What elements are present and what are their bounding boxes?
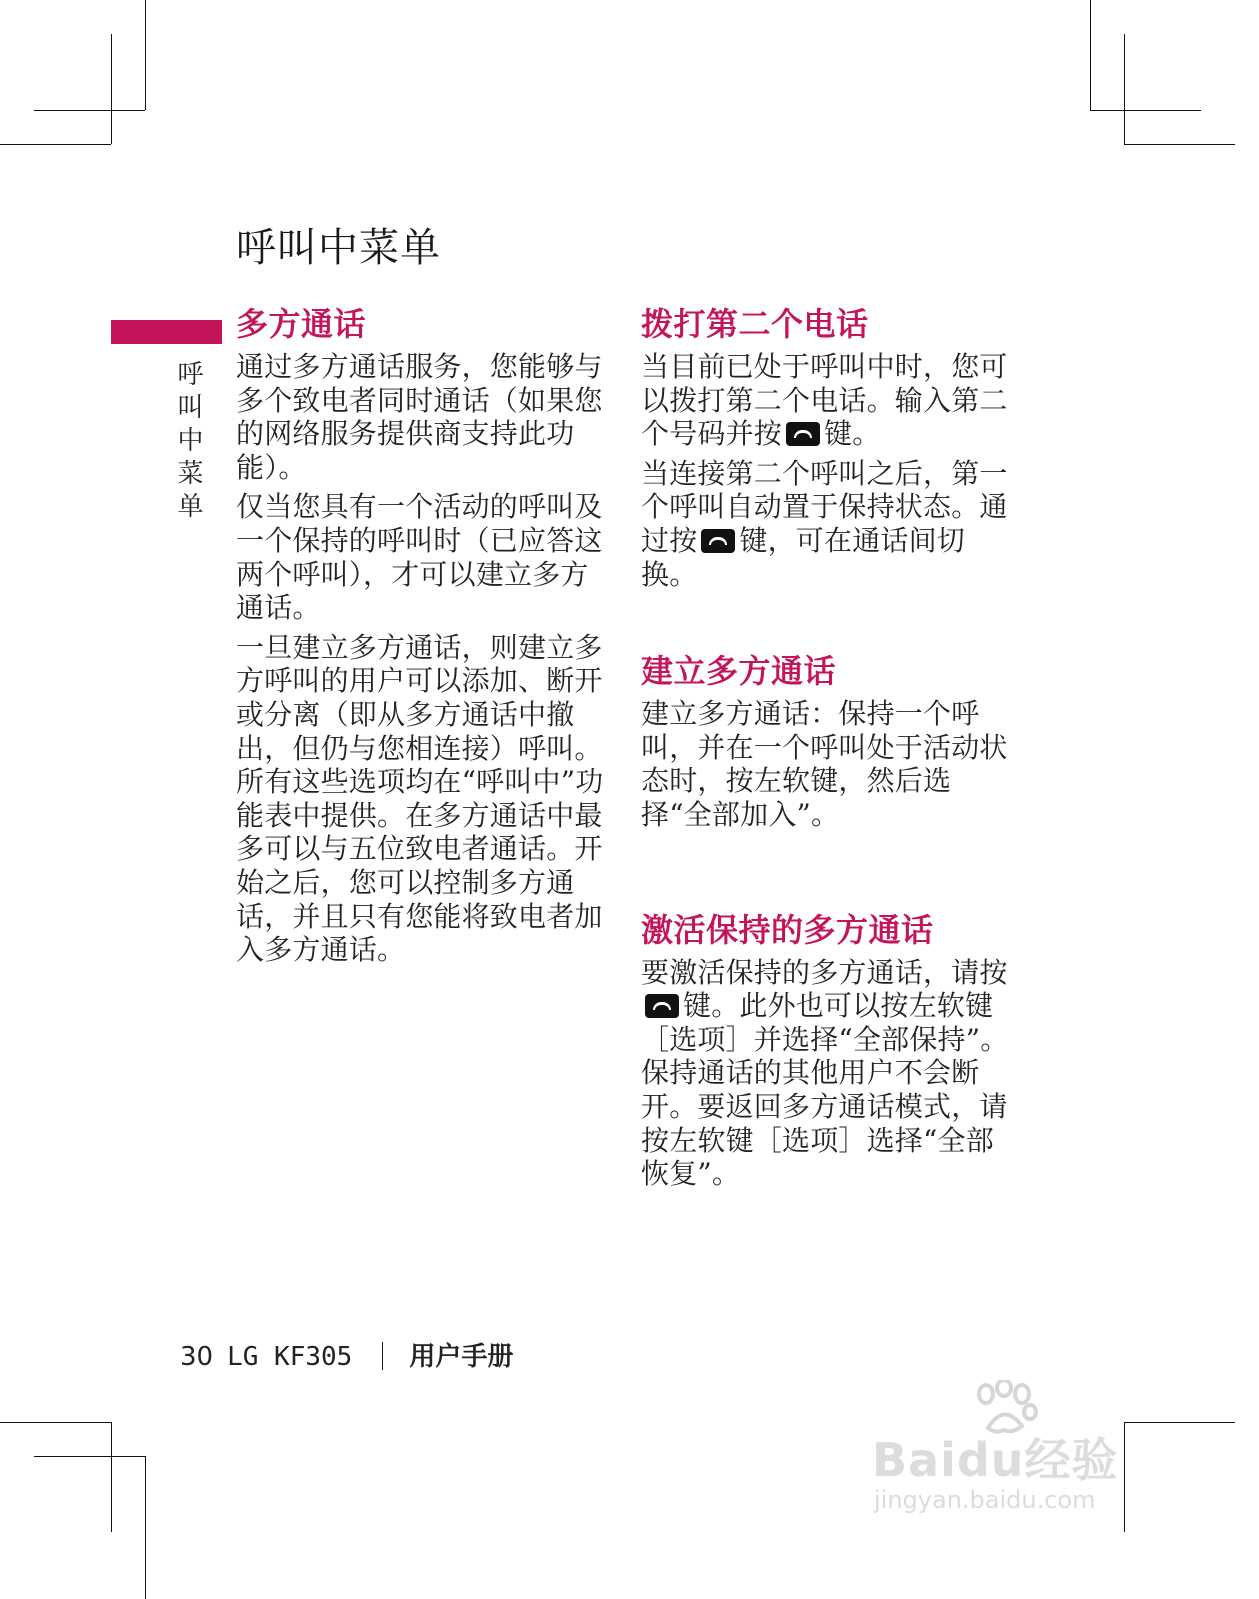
- page-title: 呼叫中菜单: [236, 225, 441, 271]
- footer-separator: [382, 1342, 383, 1370]
- crop-mark: [145, 0, 146, 110]
- crop-mark: [1124, 34, 1125, 144]
- crop-mark: [111, 34, 112, 144]
- paragraph: [641, 956, 1013, 1191]
- section-setup-conference: [641, 649, 1013, 831]
- paragraph: 建立多方通话：保持一个呼叫，并在一个呼叫处于活动状态时，按左软键，然后选择“全部加入”。: [641, 697, 1008, 831]
- paragraph: [641, 457, 1013, 591]
- paragraph: 一旦建立多方通话，则建立多方呼叫的用户可以添加、断开或分离（即从多方通话中撤出，但仍与您相连接）呼叫。所有这些选项均在“呼叫中”功能表中提供。在多方通话中最多可以与五位致电者通话。开始之后，您可以控制多方通话，并且只有您能将致电者加入多方通话。: [236, 630, 604, 967]
- right-column: [641, 302, 1013, 1191]
- baidu-watermark: [872, 1380, 1172, 1530]
- crop-mark: [34, 1456, 145, 1457]
- text-segment: 键。: [824, 417, 881, 451]
- crop-mark: [1124, 144, 1235, 145]
- crop-mark: [0, 144, 111, 145]
- section-second-call: [641, 302, 1013, 591]
- side-tab-marker: [111, 320, 222, 344]
- paragraph: 仅当您具有一个活动的呼叫及一个保持的呼叫时（已应答这两个呼叫），才可以建立多方通话。: [236, 490, 603, 625]
- side-tab-label: 呼叫中菜单: [173, 360, 203, 525]
- send-key-icon: [645, 994, 679, 1018]
- send-key-icon: [701, 529, 735, 553]
- send-key-icon: [786, 422, 820, 446]
- model-name: LG KF305: [227, 1342, 353, 1372]
- section-activate-held-conference: [641, 908, 1013, 1191]
- left-column: [236, 302, 608, 967]
- paragraph: [641, 350, 1013, 451]
- text-segment: 要激活保持的多方通话，请按: [641, 955, 1008, 989]
- crop-mark: [111, 1422, 112, 1532]
- crop-mark: [34, 110, 145, 111]
- text-segment: 键，可在通话间切换。: [641, 523, 966, 591]
- crop-mark: [1090, 110, 1201, 111]
- section-heading-second-call: 拨打第二个电话: [641, 305, 869, 343]
- section-heading-conference-call: 多方通话: [236, 305, 367, 343]
- watermark-url: jingyan.baidu.com: [874, 1486, 1096, 1514]
- text-segment: 键。此外也可以按左软键［选项］并选择“全部保持”。保持通话的其他用户不会断开。要返回多方通话模式，请按左软键［选项］选择“全部恢复”。: [641, 989, 1009, 1191]
- paragraph: 通过多方通话服务，您能够与多个致电者同时通话（如果您的网络服务提供商支持此功能）。: [236, 350, 603, 484]
- text-segment: 当连接第二个呼叫之后，第一个呼叫自动置于保持状态。通过按: [641, 456, 1008, 557]
- page-footer: [180, 1340, 513, 1374]
- page-number: 30: [180, 1342, 214, 1372]
- crop-mark: [0, 1422, 111, 1423]
- crop-mark: [145, 1456, 146, 1599]
- section-heading-setup-conference: 建立多方通话: [641, 652, 837, 691]
- watermark-logo: Baidu经验: [872, 1433, 1119, 1487]
- manual-label: 用户手册: [409, 1342, 514, 1372]
- text-segment: 当目前已处于呼叫中时，您可以拨打第二个电话。输入第二个号码并按: [641, 350, 1008, 451]
- crop-mark: [1090, 0, 1091, 110]
- section-heading-activate-held-conference: 激活保持的多方通话: [641, 910, 934, 949]
